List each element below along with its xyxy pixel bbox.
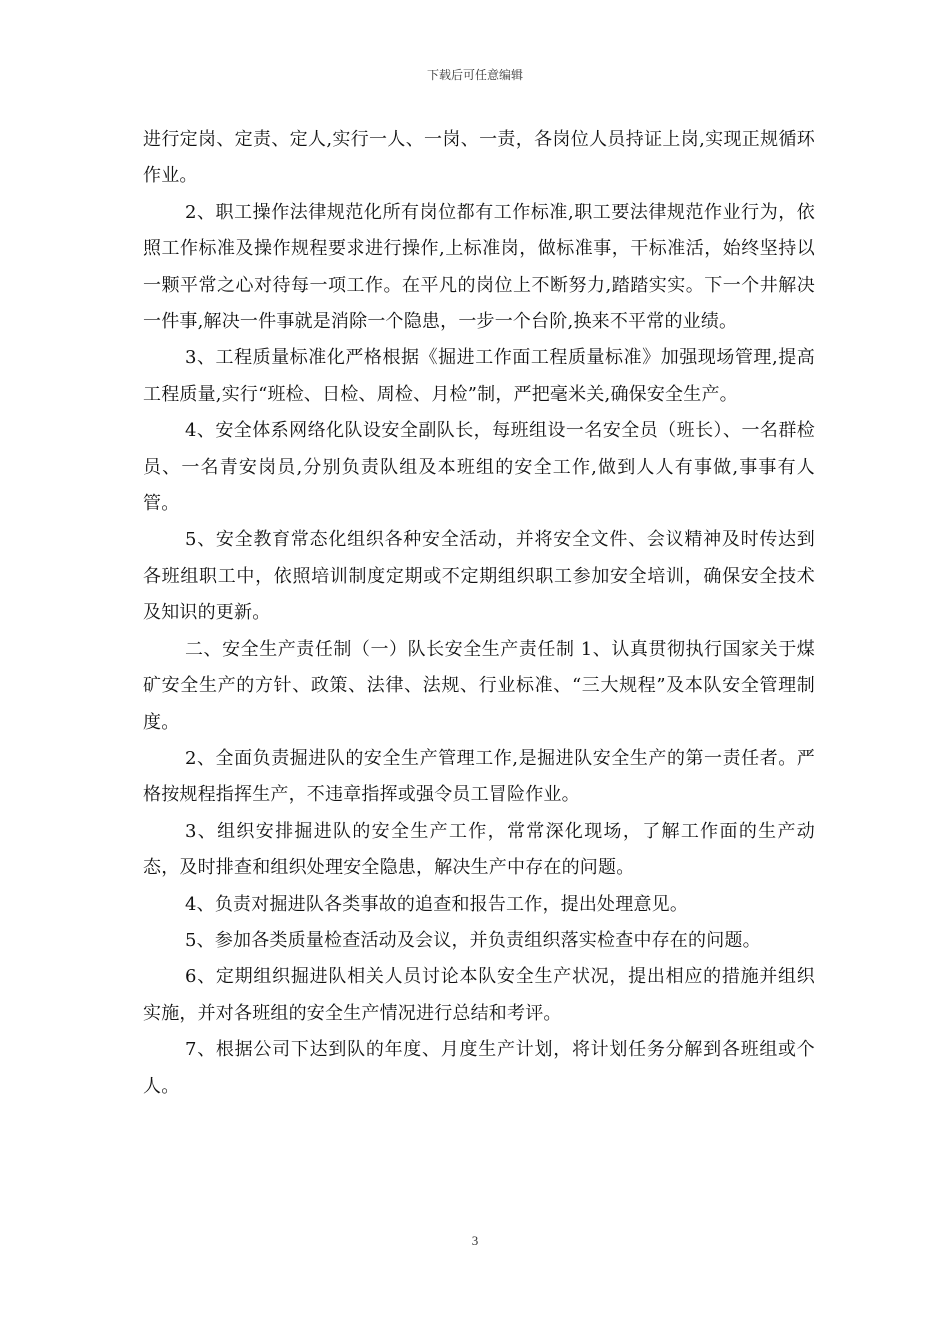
page-header: 下载后可任意编辑: [426, 68, 523, 82]
paragraph-duty-4: 4、负责对掘进队各类事故的追查和报告工作，提出处理意见。: [185, 893, 689, 915]
paragraph-duty-3: 3、组织安排掘进队的安全生产工作，常常深化现场，了解工作面的生产动态，及时排查和组织处理安全隐患，解决生产中存在的问题。: [143, 820, 815, 879]
paragraph-duty-5: 5、参加各类质量检查活动及会议，并负责组织落实检查中存在的问题。: [185, 929, 761, 951]
paragraph-item-3: 3、工程质量标准化严格根据《掘进工作面工程质量标准》加强现场管理,提高工程质量,实行“班检、日检、周检、月检”制，严把毫米关,确保安全生产。: [143, 347, 815, 405]
document-body: [143, 122, 815, 1105]
paragraph-continuation: 进行定岗、定责、定人,实行一人、一岗、一责，各岗位人员持证上岗,实现正规循环作业。: [143, 129, 815, 187]
paragraph-duty-2: 2、全面负责掘进队的安全生产管理工作,是掘进队安全生产的第一责任者。严格按规程指挥生产，不违章指挥或强令员工冒险作业。: [143, 747, 815, 806]
paragraph-section-2: 二、安全生产责任制（一）队长安全生产责任制 1、认真贯彻执行国家关于煤矿安全生产的方针、政策、法律、法规、行业标准、“三大规程”及本队安全管理制度。: [143, 638, 815, 733]
paragraph-item-2: 2、职工操作法律规范化所有岗位都有工作标准,职工要法律规范作业行为，依照工作标准及操作规程要求进行操作,上标准岗，做标准事，干标准活，始终坚持以一颗平常之心对待每一项工作。在平凡的岗位上不断努力,踏踏实实。下一个井解决一件事,解决一件事就是消除一个隐患，一步一个台阶,换来不平常的业绩。: [143, 201, 815, 333]
paragraph-duty-7: 7、根据公司下达到队的年度、月度生产计划，将计划任务分解到各班组或个人。: [143, 1039, 815, 1097]
paragraph-item-4: 4、安全体系网络化队设安全副队长，每班组设一名安全员（班长）、一名群检员、一名青安岗员,分别负责队组及本班组的安全工作,做到人人有事做,事事有人管。: [143, 420, 815, 515]
paragraph-duty-6: 6、定期组织掘进队相关人员讨论本队安全生产状况，提出相应的措施并组织实施，并对各班组的安全生产情况进行总结和考评。: [143, 966, 815, 1024]
paragraph-item-5: 5、安全教育常态化组织各种安全活动，并将安全文件、会议精神及时传达到各班组职工中，依照培训制度定期或不定期组织职工参加安全培训，确保安全技术及知识的更新。: [143, 529, 815, 624]
page-number: 3: [471, 1233, 479, 1248]
